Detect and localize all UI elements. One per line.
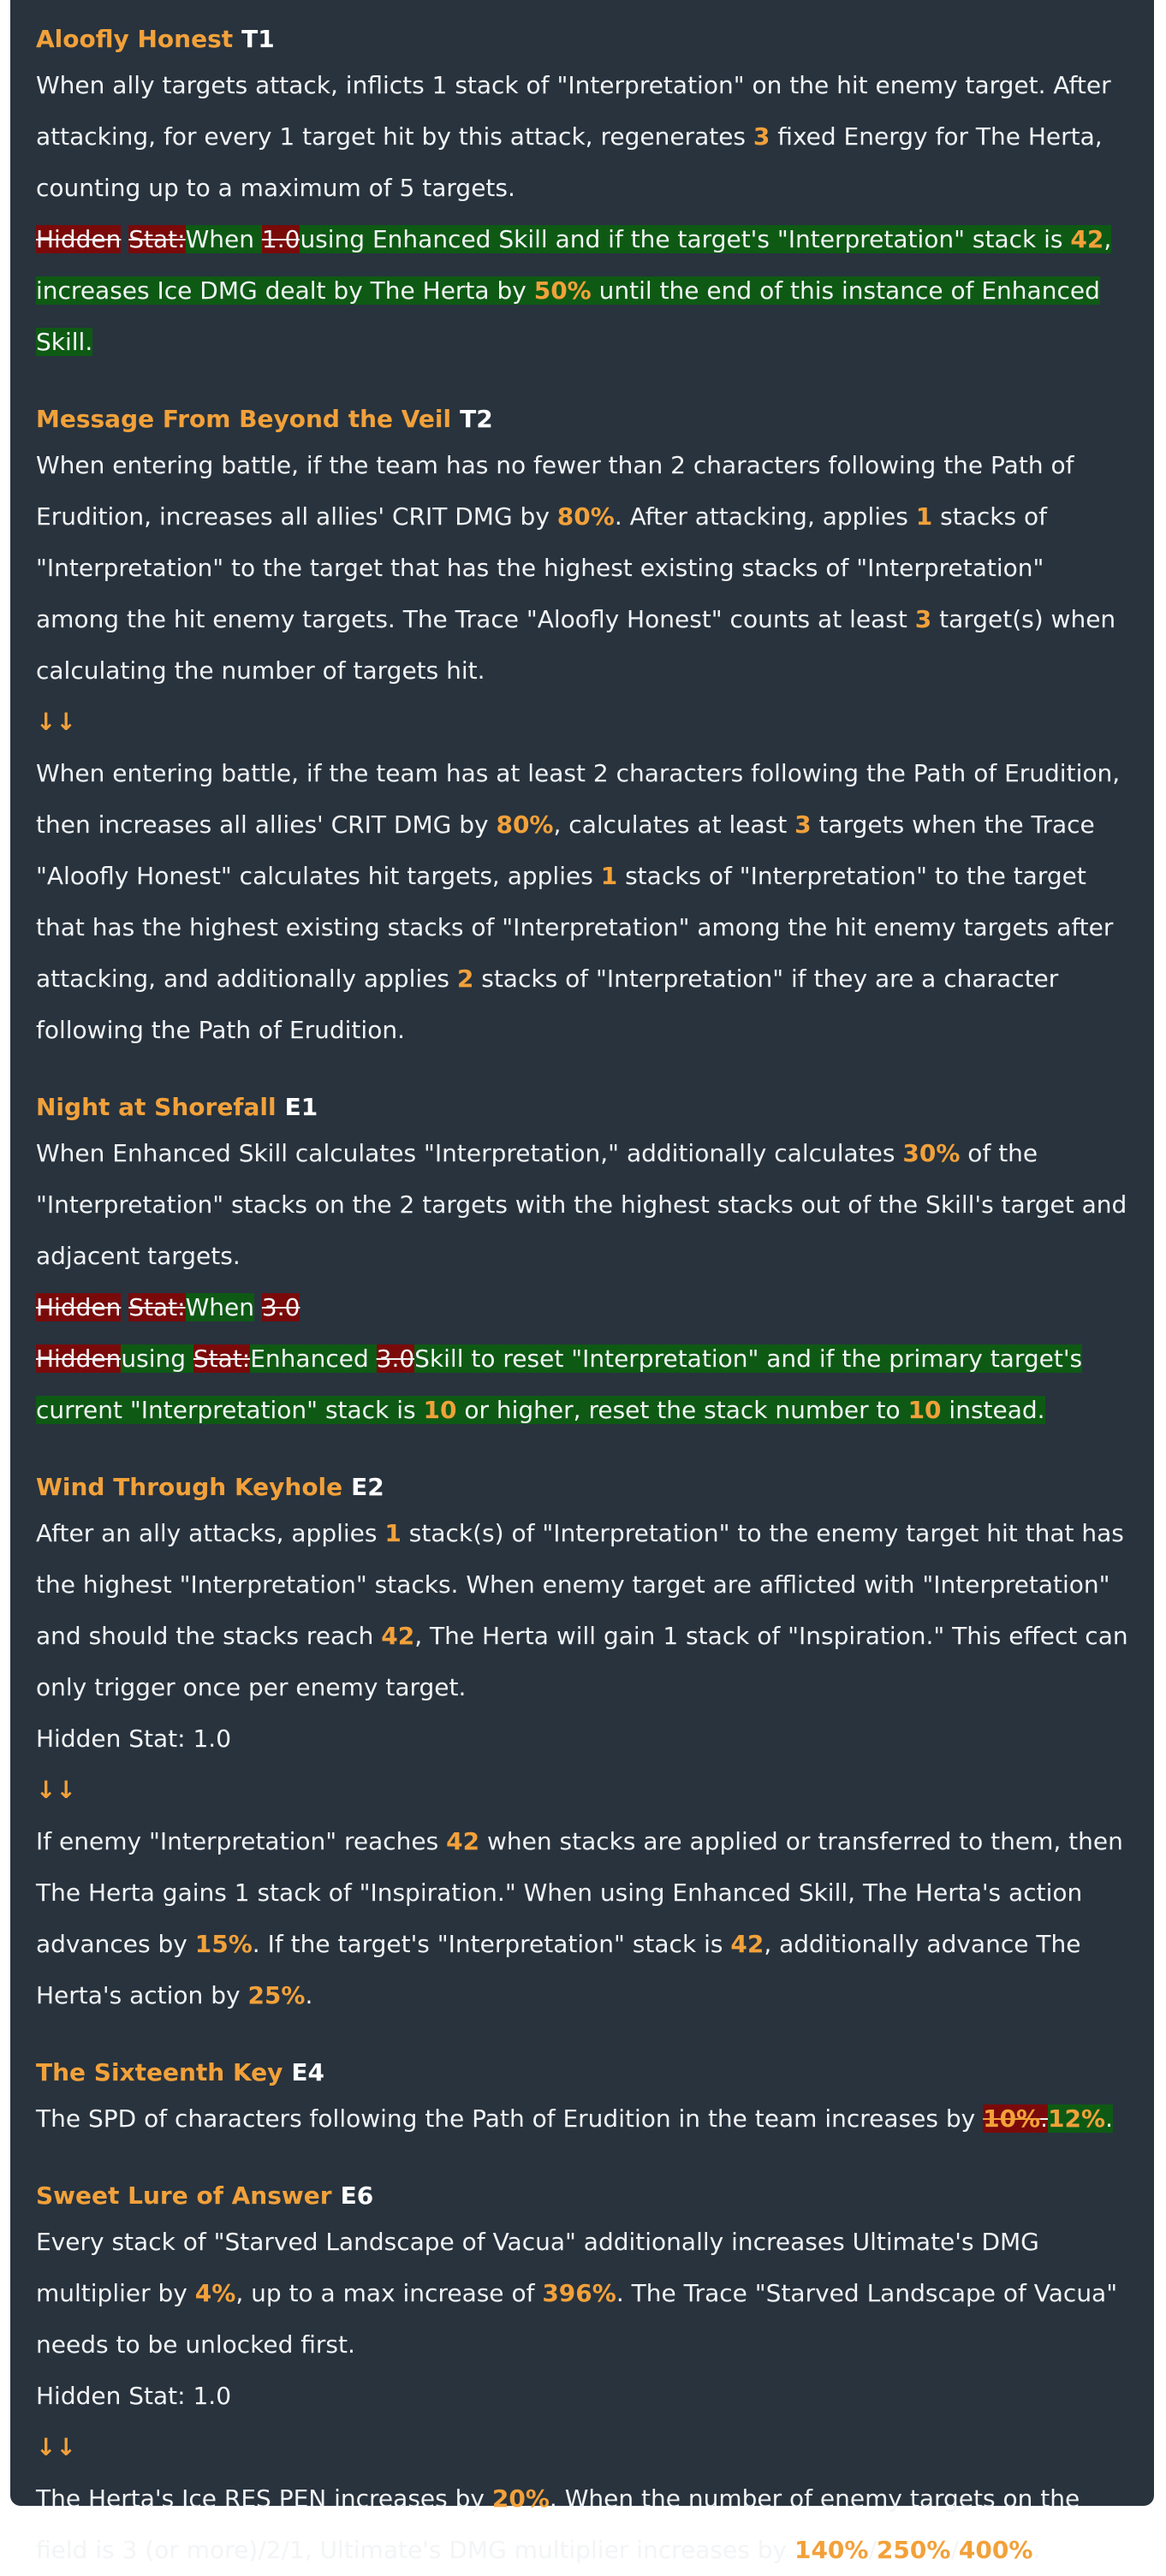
text-segment: stacks of "Interpretation" if they are a character following the Path of Erudition. [36,965,1059,1044]
added-text: 10 [907,1396,942,1424]
added-text: using [121,1344,193,1373]
text-segment: when stacks are applied or transferred to them, then The Herta gains 1 stack of "Inspiration." When using Enhanced Skill, The Herta's action advances by [36,1827,1123,1958]
trace-section [36,399,1128,1056]
text-segment: Every stack of "Starved Landscape of Vacua" additionally increases Ultimate's DMG multiplier by [36,2228,1039,2307]
removed-text: Hidden [36,1344,122,1373]
text-segment: . If the target's "Interpretation" stack is [252,1930,731,1958]
removed-text: Stat: [193,1344,251,1373]
removed-text: Stat: [128,1293,186,1321]
description-paragraph [36,2473,1128,2576]
removed-text: Hidden [36,1293,122,1321]
text-segment: target(s) when calculating the number of targets hit. [36,605,1116,685]
text-segment: If enemy "Interpretation" reaches [36,1827,447,1855]
text-segment: , The Herta will gain 1 stack of "Inspiration." This effect can only trigger once per enemy target. [36,1622,1128,1701]
highlight-value: ↓↓ [36,708,76,736]
text-segment: After an ally attacks, applies [36,1519,385,1547]
trace-tier-badge: T1 [241,25,275,53]
highlight-value: 3 [794,810,812,839]
text-segment: , calculates at least [553,810,795,839]
added-text: 42 [1070,225,1104,253]
trace-section [36,1467,1128,2021]
highlight-value: 396% [542,2279,616,2307]
trace-section [36,19,1128,368]
trace-changelog-panel [10,0,1154,2564]
trace-tier-badge: E4 [291,2058,325,2086]
text-segment: / [950,2536,959,2564]
text-segment: . The Trace "Starved Landscape of Vacua" needs to be unlocked first. [36,2279,1118,2359]
trace-section [36,2052,1128,2145]
trace-name: Message From Beyond the Veil [36,405,452,433]
description-paragraph [36,440,1128,697]
removed-text: 3.0 [376,1344,415,1373]
removed-text: . [1040,2104,1049,2133]
highlight-value: 1 [915,502,933,531]
text-segment [121,1293,128,1321]
text-segment: stacks of "Interpretation" to the target that has the highest existing stacks of "Interpretation" among the hit enemy targets. The Trace "Aloofly Honest" counts at least [36,502,1047,633]
text-segment: / [868,2536,877,2564]
trace-title [36,399,1128,440]
trace-tier-badge: E1 [284,1093,318,1121]
added-text: . [1105,2104,1113,2133]
text-segment: , additionally advance The Herta's action by [36,1930,1081,2009]
highlight-value: 30% [902,1139,961,1167]
description-paragraph [36,1128,1128,1282]
text-segment [121,225,128,253]
text-segment: stacks of "Interpretation" to the target that has the highest existing stacks of "Interpretation" among the hit enemy targets after attacking, and additionally applies [36,862,1114,993]
highlight-value: 42 [730,1930,764,1958]
highlight-value: 42 [381,1622,415,1650]
text-segment: The Herta's Ice RES PEN increases by [36,2484,492,2513]
added-text: Skill to reset "Interpretation" and if the primary target's current "Interpretation" stack is [36,1344,1083,1424]
text-segment: of the "Interpretation" stacks on the 2 targets with the highest stacks out of the Skill's target and adjacent targets. [36,1139,1127,1270]
highlight-value: 80% [556,502,615,531]
description-paragraph [36,1333,1128,1436]
text-segment: When ally targets attack, inflicts 1 stack of "Interpretation" on the hit enemy target. After attacking, for every 1 target hit by this attack, regenerates [36,71,1111,151]
text-segment: stack(s) of "Interpretation" to the enemy target hit that has the highest "Interpretation" stacks. When enemy target are afflicted with "Interpretation" and should the stacks reach [36,1519,1124,1650]
trace-tier-badge: E2 [351,1473,384,1501]
change-arrows [36,697,1128,748]
added-text: until the end of this instance of Enhanced Skill. [36,276,1100,356]
text-segment: The SPD of characters following the Path of Erudition in the team increases by [36,2104,984,2133]
trace-title [36,2175,1128,2217]
trace-tier-badge: E6 [340,2181,374,2210]
trace-name: Sweet Lure of Answer [36,2181,332,2210]
highlight-value: 15% [194,1930,253,1958]
description-paragraph [36,214,1128,368]
description-paragraph [36,2093,1128,2145]
added-text: or higher, reset the stack number to [456,1396,908,1424]
highlight-value: 1 [384,1519,402,1547]
highlight-value: 140% [794,2536,869,2564]
description-paragraph [36,1816,1128,2021]
added-text: 50% [533,276,592,305]
highlight-value: 2 [456,965,474,993]
highlight-value: 400% [958,2536,1033,2564]
text-segment: fixed Energy for The Herta, counting up to a maximum of 5 targets. [36,122,1103,202]
removed-text: Stat: [128,225,186,253]
trace-name: Wind Through Keyhole [36,1473,343,1501]
removed-text: 3.0 [261,1293,300,1321]
trace-name: Night at Shorefall [36,1093,277,1121]
change-arrows [36,1765,1128,1816]
text-segment: When Enhanced Skill calculates "Interpretation," additionally calculates [36,1139,903,1167]
added-text: , increases Ice DMG dealt by The Herta by [36,225,1112,305]
trace-name: The Sixteenth Key [36,2058,283,2086]
text-segment [254,1293,262,1321]
highlight-value: 4% [194,2279,236,2307]
change-arrows [36,2422,1128,2473]
highlight-value: ↓↓ [36,1776,76,1804]
highlight-value: 25% [247,1981,306,2009]
trace-title [36,19,1128,60]
trace-title [36,2052,1128,2093]
added-text: When [185,225,262,253]
text-segment: Hidden Stat: 1.0 [36,1724,232,1753]
added-text: 10 [423,1396,457,1424]
text-segment: When entering battle, if the team has at least 2 characters following the Path of Erudition, then increases all allies' CRIT DMG by [36,759,1121,839]
text-segment: When entering battle, if the team has no fewer than 2 characters following the Path of Erudition, increases all allies' CRIT DMG by [36,451,1074,531]
added-text: using Enhanced Skill and if the target's "Interpretation" stack is [300,225,1071,253]
added-text: 12% [1048,2104,1106,2133]
trace-tier-badge: T2 [460,405,493,433]
description-paragraph [36,2371,1128,2422]
added-text: When [185,1293,254,1321]
highlight-value: 3 [914,605,932,633]
added-text: Enhanced [250,1344,377,1373]
text-segment: . [1032,2536,1041,2564]
text-segment: Hidden Stat: 1.0 [36,2382,232,2410]
trace-title [36,1467,1128,1508]
removed-text: 10% [983,2104,1041,2133]
highlight-value: 80% [496,810,554,839]
removed-text: 1.0 [261,225,300,253]
highlight-value: 42 [446,1827,480,1855]
description-paragraph [36,1713,1128,1765]
text-segment: , up to a max increase of [235,2279,543,2307]
highlight-value: 1 [600,862,618,890]
added-text: instead. [941,1396,1045,1424]
trace-name: Aloofly Honest [36,25,234,53]
description-paragraph [36,1282,1128,1333]
text-segment: . After attacking, applies [614,502,916,531]
highlight-value: ↓↓ [36,2433,76,2461]
highlight-value: 250% [876,2536,951,2564]
text-segment: targets when the Trace "Aloofly Honest" calculates hit targets, applies [36,810,1095,890]
highlight-value: 20% [491,2484,550,2513]
description-paragraph [36,1508,1128,1713]
description-paragraph [36,748,1128,1056]
trace-title [36,1087,1128,1128]
removed-text: Hidden [36,225,122,253]
description-paragraph [36,60,1128,214]
text-segment: . When the number of enemy targets on the field is 3 (or more)/2/1, Ultimate's DMG multiplier increases by [36,2484,1080,2564]
text-segment: . [305,1981,313,2009]
highlight-value: 3 [753,122,770,151]
description-paragraph [36,2217,1128,2371]
trace-section [36,1087,1128,1436]
